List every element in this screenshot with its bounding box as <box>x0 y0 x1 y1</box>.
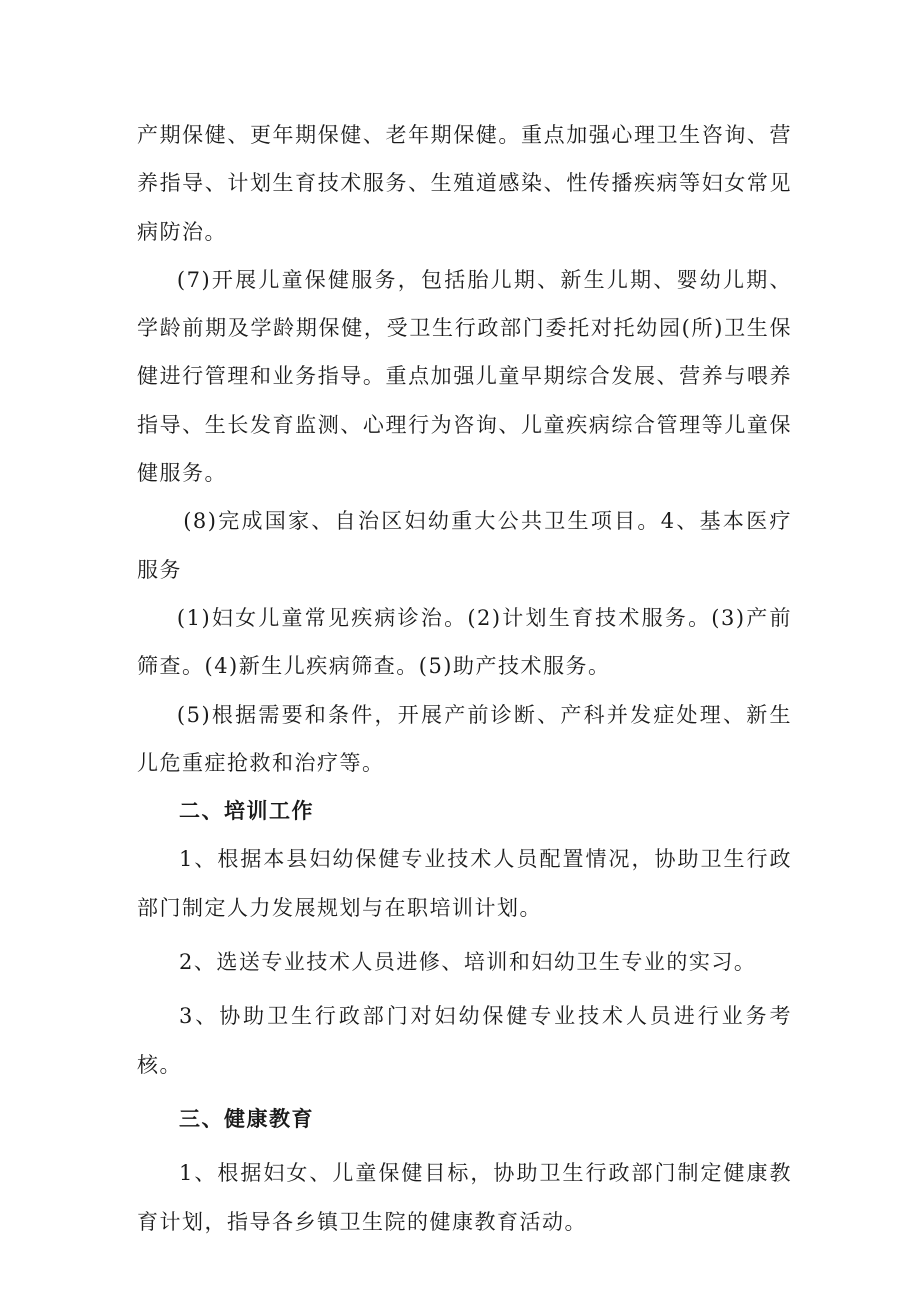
document-body <box>137 111 792 1246</box>
paragraph-training-item-2: 2、选送专业技术人员进修、培训和妇幼卫生专业的实习。 <box>179 950 757 975</box>
paragraph-basic-medical-services: (1)妇女儿童常见疾病诊治。(2)计划生育技术服务。(3)产前筛查。(4)新生儿疾病筛查。(5)助产技术服务。 <box>137 605 792 679</box>
paragraph-child-health-services: (7)开展儿童保健服务，包括胎儿期、新生儿期、婴幼儿期、学龄前期及学龄期保健，受卫生行政部门委托对托幼园(所)卫生保健进行管理和业务指导。重点加强儿童早期综合发展、营养与喂养指导、生长发育监测、心理行为咨询、儿童疾病综合管理等儿童保健服务。 <box>137 267 792 486</box>
section-heading-health-education: 三、健康教育 <box>179 1105 314 1131</box>
section-heading-training: 二、培训工作 <box>179 798 314 824</box>
paragraph-health-education-item-1: 1、根据妇女、儿童保健目标，协助卫生行政部门制定健康教育计划，指导各乡镇卫生院的健康教育活动。 <box>137 1161 792 1234</box>
paragraph-womens-health-continued: 产期保健、更年期保健、老年期保健。重点加强心理卫生咨询、营养指导、计划生育技术服务、生殖道感染、性传播疾病等妇女常见病防治。 <box>137 123 792 244</box>
paragraph-training-item-3: 3、协助卫生行政部门对妇幼保健专业技术人员进行业务考核。 <box>137 1004 792 1077</box>
paragraph-prenatal-diagnosis: (5)根据需要和条件，开展产前诊断、产科并发症处理、新生儿危重症抢救和治疗等。 <box>137 702 792 775</box>
paragraph-public-health-projects: (8)完成国家、自治区妇幼重大公共卫生项目。4、基本医疗服务 <box>137 509 792 582</box>
paragraph-training-item-1: 1、根据本县妇幼保健专业技术人员配置情况，协助卫生行政部门制定人力发展规划与在职培训计划。 <box>137 847 792 920</box>
